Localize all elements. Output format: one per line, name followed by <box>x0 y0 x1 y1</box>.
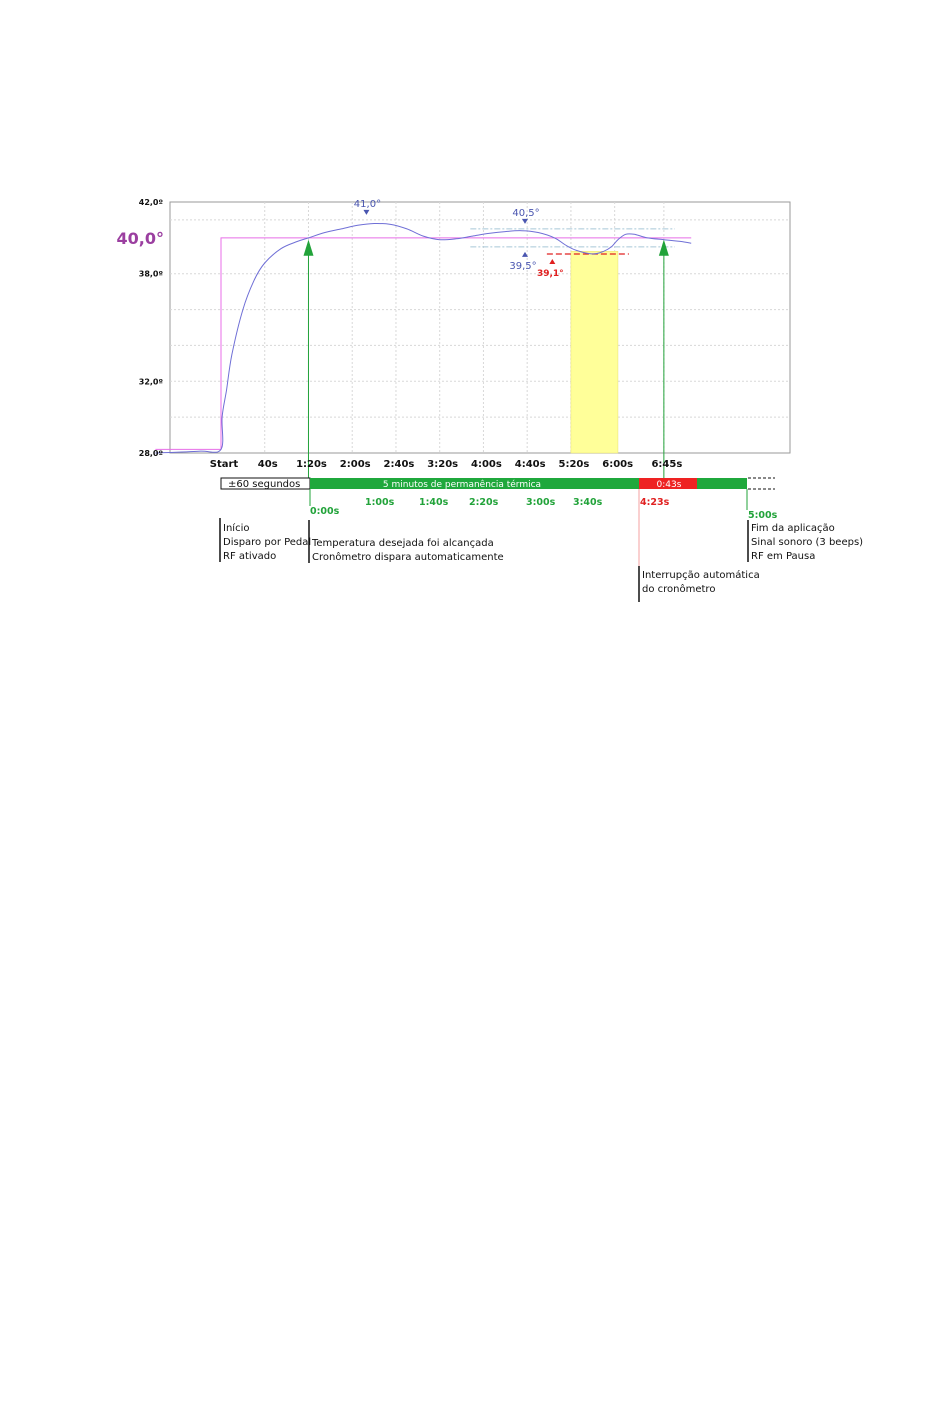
timer-tick-5: 3:40s <box>573 497 603 508</box>
timer-tick-6: 4:23s <box>640 497 670 508</box>
x-tick-label-6: 4:00s <box>471 459 502 470</box>
timer-tick-2: 1:40s <box>419 497 449 508</box>
reach-note-line-2: Cronômetro dispara automaticamente <box>312 552 504 563</box>
interrupt-note-line-2: do cronômetro <box>642 584 716 595</box>
timer-tick-7: 5:00s <box>748 510 778 521</box>
target-temperature-label: 40,0° <box>116 228 164 248</box>
reach-note-line-1: Temperatura desejada foi alcançada <box>312 538 494 549</box>
start-note-line-2: Disparo por Pedal <box>223 537 312 548</box>
timeline-main-label: 5 minutos de permanência térmica <box>382 480 542 490</box>
annotation-label-2: 39,5° <box>509 260 537 272</box>
plot-frame <box>170 202 790 453</box>
x-tick-label-8: 5:20s <box>558 459 590 470</box>
pause-shaded-region <box>571 251 618 453</box>
y-tick-label-2: 32,0º <box>138 377 163 387</box>
x-tick-label-2: 1:20s <box>296 459 327 470</box>
timer-tick-4: 3:00s <box>526 497 556 508</box>
x-tick-label-10: 6:45s <box>651 459 683 470</box>
x-tick-label-4: 2:40s <box>383 459 415 470</box>
timer-tick-0: 0:00s <box>310 506 340 517</box>
x-tick-label-3: 2:00s <box>339 459 371 470</box>
y-tick-label-3: 28,0º <box>138 449 163 458</box>
x-tick-label-9: 6:00s <box>602 459 634 470</box>
start-note-line-3: RF ativado <box>223 551 277 562</box>
end-note-line-3: RF em Pausa <box>751 551 816 562</box>
timer-tick-1: 1:00s <box>365 497 395 508</box>
x-tick-labels <box>210 459 683 470</box>
timeline-pause-label: 0:43s <box>656 480 682 490</box>
annotation-label-3: 39,1° <box>536 268 564 279</box>
y-tick-label-0: 42,0º <box>138 198 163 207</box>
annotation-label-1: 40,5° <box>512 207 540 219</box>
timeline-pre-label: ±60 segundos <box>228 479 301 490</box>
x-tick-label-5: 3:20s <box>427 459 459 470</box>
x-tick-label-1: 40s <box>257 459 278 470</box>
interrupt-note-line-1: Interrupção automática <box>642 570 760 581</box>
end-note-line-2: Sinal sonoro (3 beeps) <box>751 537 864 548</box>
y-tick-label-1: 38,0º <box>138 269 163 279</box>
start-note-line-1: Início <box>223 523 250 534</box>
x-tick-label-7: 4:40s <box>514 459 546 470</box>
annotation-label-0: 41,0° <box>353 198 382 210</box>
x-tick-label-0: Start <box>209 459 239 470</box>
timer-tick-3: 2:20s <box>469 497 499 508</box>
end-note-line-1: Fim da aplicação <box>751 523 835 534</box>
